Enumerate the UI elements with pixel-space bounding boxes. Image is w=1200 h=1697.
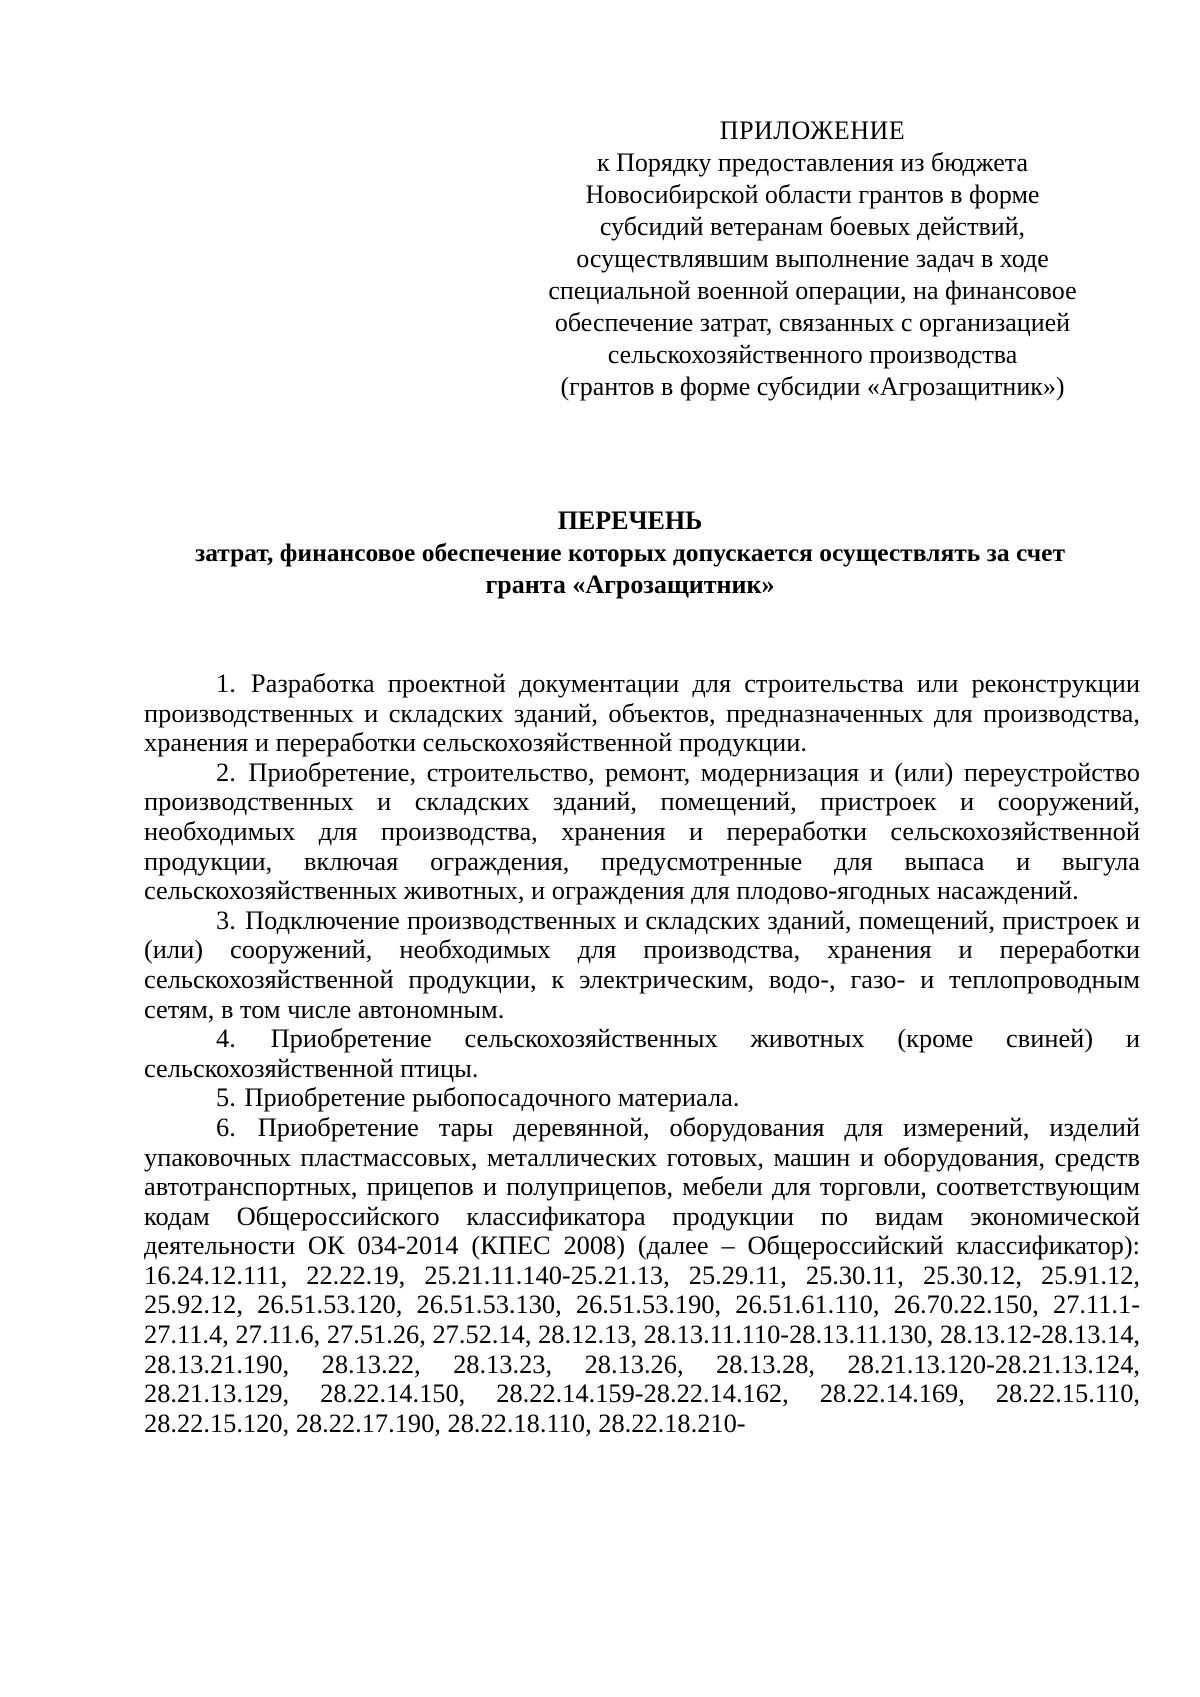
annex-line: (грантов в форме субсидии «Агрозащитник»): [560, 372, 1065, 401]
document-heading: [140, 505, 1120, 601]
annex-block: [545, 115, 1080, 403]
annex-line: обеспечение затрат, связанных с организацией: [554, 308, 1071, 337]
item-number: 6.: [216, 1111, 236, 1142]
annex-line: субсидий ветеранам боевых действий,: [599, 212, 1026, 241]
list-item: [144, 669, 1140, 758]
annex-line: к Порядку предоставления из бюджета: [597, 148, 1028, 177]
item-number: 5.: [216, 1082, 236, 1113]
annex-line: Новосибирской области грантов в форме: [585, 180, 1040, 209]
annex-line: осуществлявшим выполнение задач в ходе: [576, 244, 1049, 273]
heading-subtitle-line-1: затрат, финансовое обеспечение которых допускается осуществлять за счет: [194, 538, 1066, 567]
annex-line: специальной военной операции, на финансовое: [548, 276, 1077, 305]
list-item: [144, 758, 1140, 906]
item-text: Приобретение, строительство, ремонт, модернизация и (или) переустройство производственных и складских зданий, помещений, пристроек и сооружений, необходимых для производства, хранения и переработки сельскохозяйственной продукции, включая ограждения, предусмотренные для выпаса и выгула сельскохозяйственных животных, и ограждения для плодово-ягодных насаждений.: [144, 756, 1140, 906]
item-text: Приобретение сельскохозяйственных животных (кроме свиней) и сельскохозяйственной птицы.: [144, 1023, 1140, 1083]
heading-title: ПЕРЕЧЕНЬ: [557, 506, 703, 535]
cost-list: [144, 669, 1140, 1438]
item-number: 3.: [216, 904, 236, 935]
item-number: 2.: [216, 756, 236, 787]
list-item: [144, 906, 1140, 1024]
list-item: [144, 1024, 1140, 1083]
item-number: 1.: [216, 668, 236, 698]
item-text: Приобретение рыбопосадочного материала.: [244, 1082, 740, 1113]
annex-title: ПРИЛОЖЕНИЕ: [719, 116, 906, 145]
item-number: 4.: [216, 1023, 236, 1054]
heading-subtitle-line-2: гранта «Агрозащитник»: [485, 570, 775, 599]
item-text: Приобретение тары деревянной, оборудования для измерений, изделий упаковочных пластмассовых, металлических готовых, машин и оборудования, средств автотранспортных, прицепов и полуприцепов, мебели для торговли, соответствующим кодам Общероссийского классификатора продукции по видам экономической деятельности ОК 034-2014 (КПЕС 2008) (далее – Общероссийский классификатор): 16.24.12.111, 22.22.19, 25.21.11.140-25.21.13, 25.29.11, 25.30.11, 25.30.12, 25.91.12, 25.92.12, 26.51.53.120, 26.51.53.130, 26.51.53.190, 26.51.61.110, 26.70.22.150, 27.11.1-27.11.4, 27.11.6, 27.51.26, 27.52.14, 28.12.13, 28.13.11.110-28.13.11.130, 28.13.12-28.13.14, 28.13.21.190, 28.13.22, 28.13.23, 28.13.26, 28.13.28, 28.21.13.120-28.21.13.124, 28.21.13.129, 28.22.14.150, 28.22.14.159-28.22.14.162, 28.22.14.169, 28.22.15.110, 28.22.15.120, 28.22.17.190, 28.22.18.110, 28.22.18.210-: [144, 1111, 1140, 1438]
annex-line: сельскохозяйственного производства: [607, 340, 1018, 369]
item-text: Разработка проектной документации для строительства или реконструкции производственных и складских зданий, объектов, предназначенных для производства, хранения и переработки сельскохозяйственной продукции.: [144, 668, 1140, 758]
list-item: [144, 1113, 1140, 1439]
list-item: [144, 1083, 1140, 1113]
item-text: Подключение производственных и складских зданий, помещений, пристроек и (или) сооружений, необходимых для производства, хранения и переработки сельскохозяйственной продукции, к электрическим, водо-, газо- и теплопроводным сетям, в том числе автономным.: [144, 904, 1140, 1024]
